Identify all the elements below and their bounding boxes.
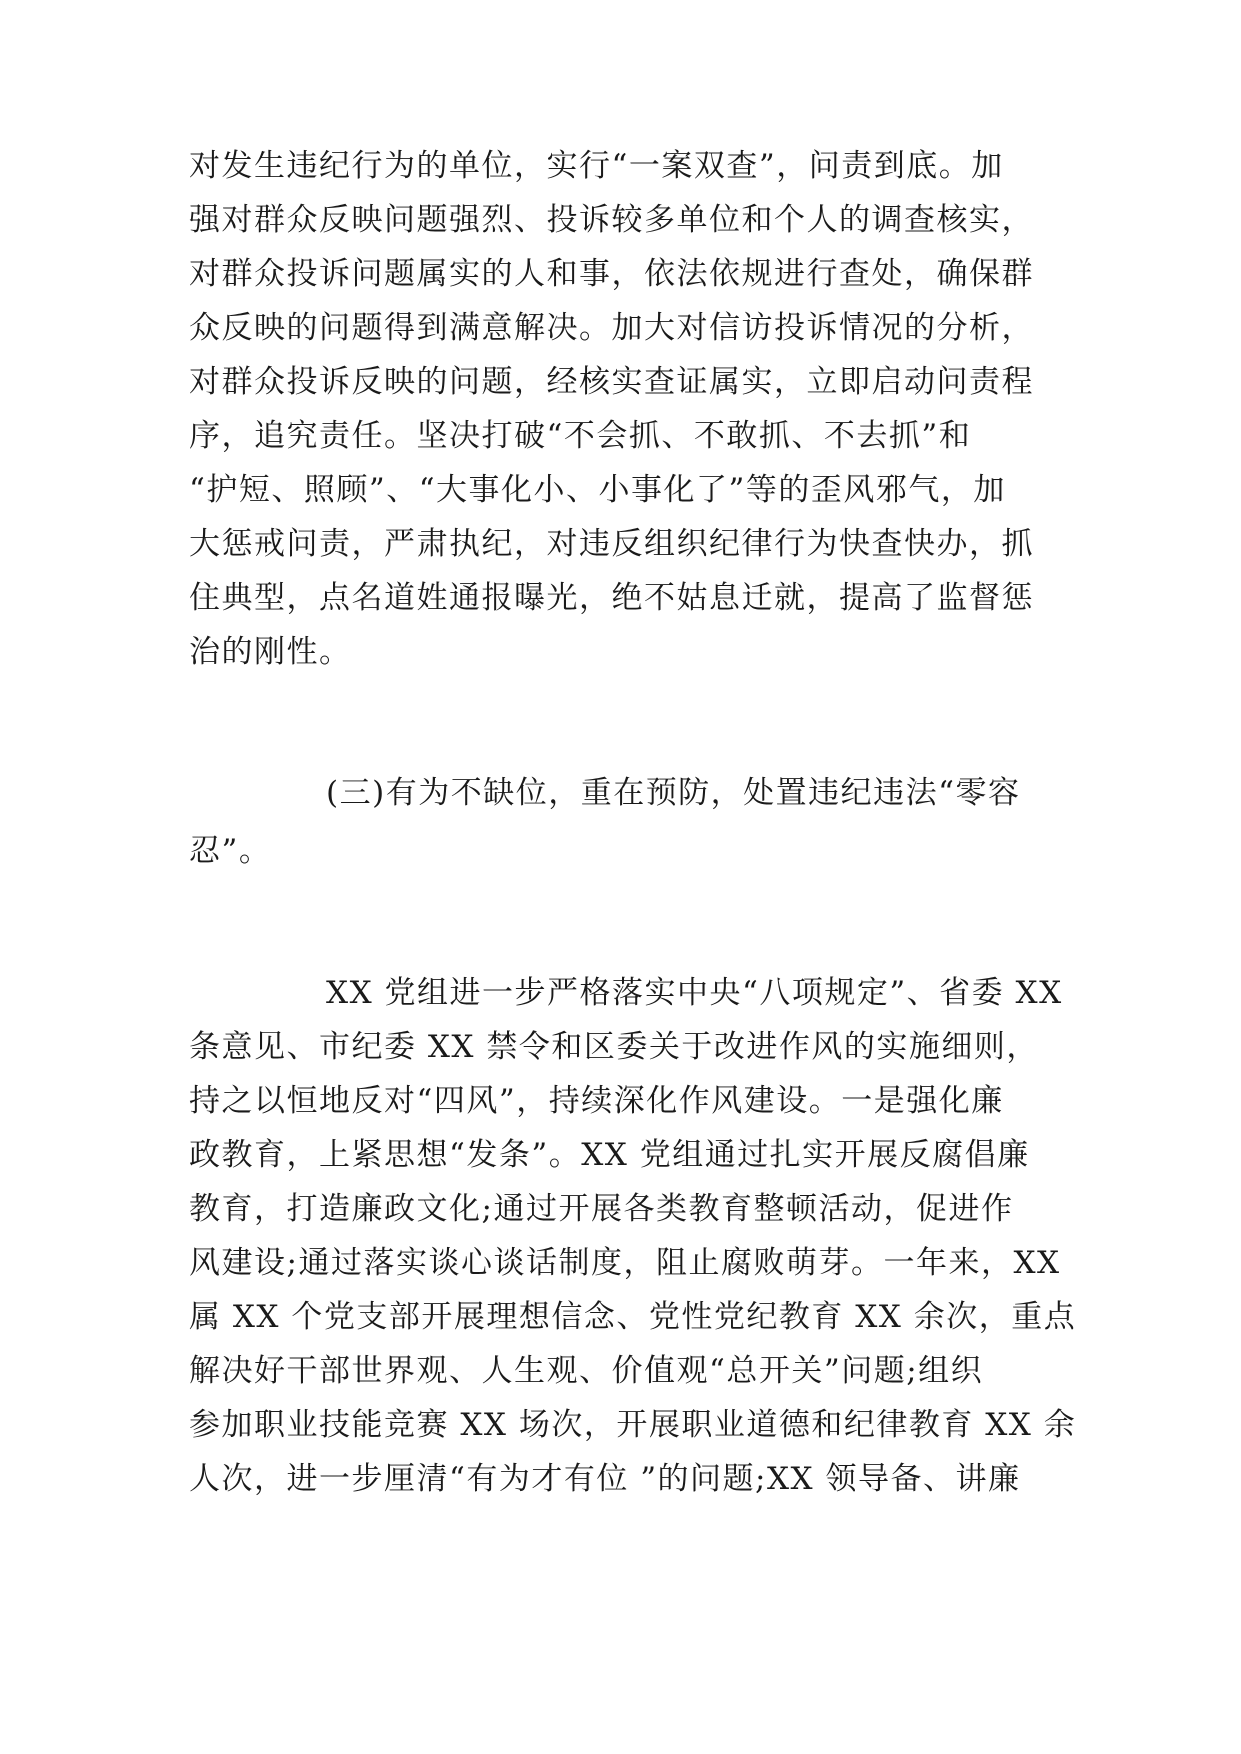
paragraph-line: 对发生违纪行为的单位，实行“一案双查”，问责到底。加	[189, 148, 1004, 184]
paragraph-line: 强对群众反映问题强烈、投诉较多单位和个人的调查核实，	[189, 202, 1034, 238]
paragraph-line: 条意见、市纪委 XX 禁令和区委关于改进作风的实施细则，	[189, 1029, 1039, 1065]
paragraph-line: 教育，打造廉政文化;通过开展各类教育整顿活动，促进作	[189, 1191, 1014, 1227]
paragraph-line: 对群众投诉问题属实的人和事，依法依规进行查处，确保群	[189, 256, 1034, 292]
paragraph-line: 治的刚性。	[189, 634, 352, 670]
paragraph-line: 序，追究责任。坚决打破“不会抓、不敢抓、不去抓”和	[189, 418, 972, 454]
paragraph-line: 解决好干部世界观、人生观、价值观“总开关”问题;组织	[189, 1353, 984, 1389]
heading-line: (三)有为不缺位，重在预防，处置违纪违法“零容	[326, 775, 1021, 811]
paragraph-line: 政教育，上紧思想“发条”。XX 党组通过扎实开展反腐倡廉	[189, 1137, 1030, 1173]
paragraph-line: 持之以恒地反对“四风”，持续深化作风建设。一是强化廉	[189, 1083, 1004, 1119]
paragraph-line: XX 党组进一步严格落实中央“八项规定”、省委 XX	[326, 975, 1063, 1011]
paragraph-line: 属 XX 个党支部开展理想信念、党性党纪教育 XX 余次，重点	[189, 1299, 1077, 1335]
paragraph-line: 风建设;通过落实谈心谈话制度，阻止腐败萌芽。一年来，XX	[189, 1245, 1061, 1281]
paragraph-line: 大惩戒问责，严肃执纪，对违反组织纪律行为快查快办，抓	[189, 526, 1034, 562]
heading-line: 忍”。	[189, 833, 272, 869]
paragraph-line: 对群众投诉反映的问题，经核实查证属实，立即启动问责程	[189, 364, 1034, 400]
paragraph-line: 参加职业技能竞赛 XX 场次，开展职业道德和纪律教育 XX 余	[189, 1407, 1077, 1443]
paragraph-line: 人次，进一步厘清“有为才有位 ”的问题;XX 领导备、讲廉	[189, 1461, 1021, 1497]
paragraph-line: “护短、照顾”、“大事化小、小事化了”等的歪风邪气，加	[189, 472, 1006, 508]
paragraph-line: 众反映的问题得到满意解决。加大对信访投诉情况的分析，	[189, 310, 1034, 346]
paragraph-line: 住典型，点名道姓通报曝光，绝不姑息迁就，提高了监督惩	[189, 580, 1034, 616]
